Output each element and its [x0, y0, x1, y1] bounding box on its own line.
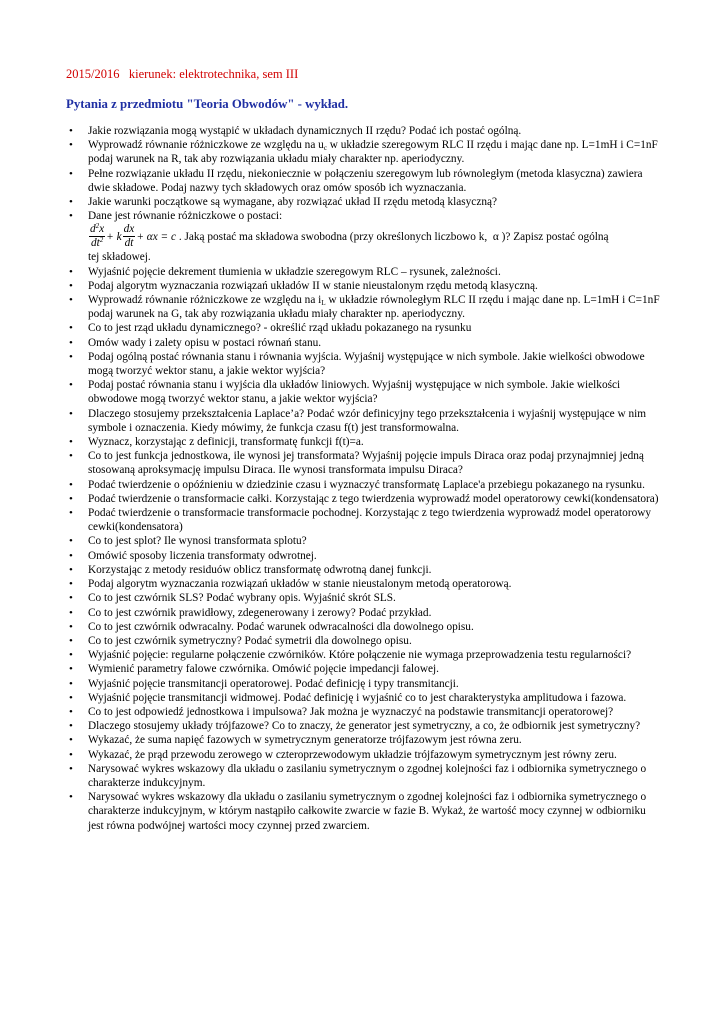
bullet-icon: • [69, 167, 73, 180]
list-item: • Podać twierdzenie o transformacie transformacie pochodnej. Korzystając z tego twierdzenia wyprowadź model operatorowy cewki(kondensatora) [69, 507, 652, 534]
list-item: • Omów wady i zalety opisu w postaci równań stanu. [69, 336, 322, 349]
bullet-icon: • [69, 196, 73, 209]
list-item: • Dlaczego stosujemy układy trójfazowe? Co to znaczy, że generator jest symetryczny, a co, że odbiornik jest symetryczny? [69, 720, 641, 733]
list-item: • Pełne rozwiązanie układu II rzędu, niekoniecznie w połączeniu szeregowym lub równoległym (metoda klasyczna) zawiera dwie składowe. Podaj nazwy tych składowych oraz omów sposób ich wyznaczania. [69, 167, 643, 194]
bullet-icon: • [69, 379, 73, 392]
differential-equation: $\frac{d^2x}{dt^2}$ + k $\frac{dx}{dt}$ + αx = c . Jaką postać ma składowa swobodna (przy określonych liczbowo k, α )? Zapisz postać ogólną [90, 222, 609, 250]
list-item: • Co to jest funkcja jednostkowa, ile wynosi jej transformata? Wyjaśnij pojęcie impuls Diraca oraz podaj przynajmniej jedną stosowaną aproksymację impulsu Diraca. Ile wynosi transformata impulsu Diraca? [69, 450, 644, 477]
bullet-icon: • [69, 350, 73, 363]
list-item: • Co to jest czwórnik symetryczny? Podać symetrii dla dowolnego opisu. [69, 634, 412, 647]
bullet-icon: • [69, 762, 73, 775]
list-item: • Wykazać, że suma napięć fazowych w symetrycznym generatorze trójfazowym jest równa zeru. [69, 734, 522, 747]
bullet-icon: • [69, 649, 73, 662]
list-item: • Co to jest czwórnik prawidłowy, zdegenerowany i zerowy? Podać przykład. [69, 606, 432, 619]
academic-year: 2015/2016 [66, 67, 120, 81]
bullet-icon: • [69, 322, 73, 335]
bullet-icon: • [69, 734, 73, 747]
list-item: • Narysować wykres wskazowy dla układu o zasilaniu symetrycznym o zgodnej kolejności faz i odbiornika symetrycznego o charakterze indukcyjnym, w którym nastąpiło całkowite zwarcie w fazie B. Wykaż, że wartość mocy czynnej w odbiorniku jest równa podwójnej wartości mocy czynnej przed zwarciem. [69, 791, 647, 832]
list-item: • Podać twierdzenie o opóźnieniu w dziedzinie czasu i wyznaczyć transformatę Laplace'a przebiegu pokazanego na rysunku. [69, 478, 645, 491]
list-item: • Co to jest czwórnik SLS? Podać wybrany opis. Wyjaśnić skrót SLS. [69, 592, 396, 605]
bullet-icon: • [69, 592, 73, 605]
list-item: • Wykazać, że prąd przewodu zerowego w czteroprzewodowym układzie trójfazowym symetrycznym jest równy zeru. [69, 748, 617, 761]
list-item: • Co to jest odpowiedź jednostkowa i impulsowa? Jak można je wyznaczyć na podstawie transmitancji operatorowej? [69, 705, 614, 718]
list-item: • Co to jest splot? Ile wynosi transformata splotu? [69, 535, 307, 548]
bullet-icon: • [69, 265, 73, 278]
list-item: • Podaj ogólną postać równania stanu i równania wyjścia. Wyjaśnij występujące w nich symbole. Jakie wielkości obwodowe mogą tworzyć wektor stanu, a jakie wektor wyjścia? [69, 350, 645, 378]
bullet-icon: • [69, 492, 73, 505]
bullet-icon: • [69, 436, 73, 449]
list-item: • Wyjaśnić pojęcie: regularne połączenie czwórników. Które połączenie nie wymaga przeprowadzenia testu regularności? [69, 649, 632, 662]
bullet-icon: • [69, 294, 73, 307]
question-list [69, 124, 663, 833]
list-item: • Wyprowadź równanie różniczkowe ze względu na $u_c$ w układzie szeregowym RLC II rzędu i mając dane np. L=1mH i C=1nF podaj warunek na R, tak aby rozwiązania układu miały charakter np. aperiodyczny. [69, 139, 658, 166]
bullet-icon: • [69, 705, 73, 718]
list-item: • Wyjaśnić pojęcie transmitancji operatorowej. Podać definicję i typy transmitancji. [69, 677, 459, 690]
list-item: • Wyjaśnić pojęcie dekrement tłumienia w układzie szeregowym RLC – rysunek, zależności. [69, 265, 501, 278]
list-item: • Co to jest czwórnik odwracalny. Podać warunek odwracalności dla dowolnego opisu. [69, 620, 474, 633]
bullet-icon: • [69, 663, 73, 676]
bullet-icon: • [69, 507, 73, 520]
bullet-icon: • [69, 606, 73, 619]
list-item: • Podaj postać równania stanu i wyjścia dla układów liniowych. Wyjaśnij występujące w nich symbole. Jakie wielkości obwodowe mogą tworzyć wektor stanu, a jakie wektor wyjścia? [69, 379, 621, 406]
first-derivative-fraction: $\frac{dx}{dt}$ [123, 223, 135, 250]
bullet-icon: • [69, 720, 73, 733]
bullet-icon: • [69, 210, 73, 223]
bullet-icon: • [69, 139, 73, 152]
bullet-icon: • [69, 791, 73, 804]
list-item: • Jakie rozwiązania mogą wystąpić w układach dynamicznych II rzędu? Podać ich postać ogólną. [69, 125, 522, 137]
list-item: • Dane jest równanie różniczkowe o postaci: $\frac{d^2x}{dt^2}$ + k $\frac{dx}{dt}$ + αx = c . Jaką postać ma składowa swobodna (przy określonych liczbowo k, α )? Zapisz postać ogólną tej składowej. [88, 209, 663, 264]
list-item: • Wyprowadź równanie różniczkowe ze względu na $i_L$ w układzie równoległym RLC II rzędu i mając dane np. L=1mH i C=1nF podaj warunek na G, tak aby rozwiązania układu miały charakter np. aperiodyczny. [69, 294, 660, 321]
list-item: • Narysować wykres wskazowy dla układu o zasilaniu symetrycznym o zgodnej kolejności faz i odbiornika symetrycznego o charakterze indukcyjnym. [69, 762, 647, 789]
bullet-icon: • [69, 677, 73, 690]
bullet-icon: • [69, 407, 73, 420]
semester-header [66, 67, 298, 82]
list-item: • Wyznacz, korzystając z definicji, transformatę funkcji f(t)=a. [69, 436, 364, 449]
list-item: • Korzystając z metody residuów oblicz transformatę odwrotną danej funkcji. [69, 563, 432, 576]
bullet-icon: • [69, 535, 73, 548]
bullet-icon: • [69, 279, 73, 292]
list-item: • Dlaczego stosujemy przekształcenia Laplace’a? Podać wzór definicyjny tego przekształcenia i wyjaśnij występujące w nim symbole i oznaczenia. Kiedy mówimy, że funkcja czasu f(t) jest transformowalna. [69, 407, 647, 434]
second-derivative-fraction: $\frac{d^2x}{dt^2}$ [90, 222, 105, 250]
bullet-icon: • [69, 691, 73, 704]
bullet-icon: • [69, 336, 73, 349]
list-item: • Omówić sposoby liczenia transformaty odwrotnej. [69, 549, 317, 562]
bullet-icon: • [69, 478, 73, 491]
list-item: • Podać twierdzenie o transformacie całki. Korzystając z tego twierdzenia wyprowadź model operatorowy cewki(kondensatora) [69, 492, 659, 505]
bullet-icon: • [69, 450, 73, 463]
bullet-icon: • [69, 634, 73, 647]
list-item: • Podaj algorytm wyznaczania rozwiązań układów II w stanie nieustalonym rzędu metodą klasyczną. [69, 279, 538, 292]
list-item: • Jakie warunki początkowe są wymagane, aby rozwiązać układ II rzędu metodą klasyczną? [69, 196, 498, 209]
bullet-icon: • [69, 578, 73, 591]
document-title: Pytania z przedmiotu "Teoria Obwodów" - wykład. [66, 97, 349, 111]
bullet-icon: • [69, 620, 73, 633]
program-info: kierunek: elektrotechnika, sem III [128, 67, 299, 81]
list-item: • Wyjaśnić pojęcie transmitancji widmowej. Podać definicję i wyjaśnić co to jest charakterystyka amplitudowa i fazowa. [69, 691, 627, 704]
bullet-icon: • [69, 748, 73, 761]
list-item: • Podaj algorytm wyznaczania rozwiązań układów w stanie nieustalonym metodą operatorową. [69, 578, 512, 591]
list-item: • Wymienić parametry falowe czwórnika. Omówić pojęcie impedancji falowej. [69, 663, 439, 676]
bullet-icon: • [69, 125, 73, 137]
bullet-icon: • [69, 549, 73, 562]
list-item: • Co to jest rząd układu dynamicznego? - określić rząd układu pokazanego na rysunku [69, 322, 472, 335]
bullet-icon: • [69, 563, 73, 576]
